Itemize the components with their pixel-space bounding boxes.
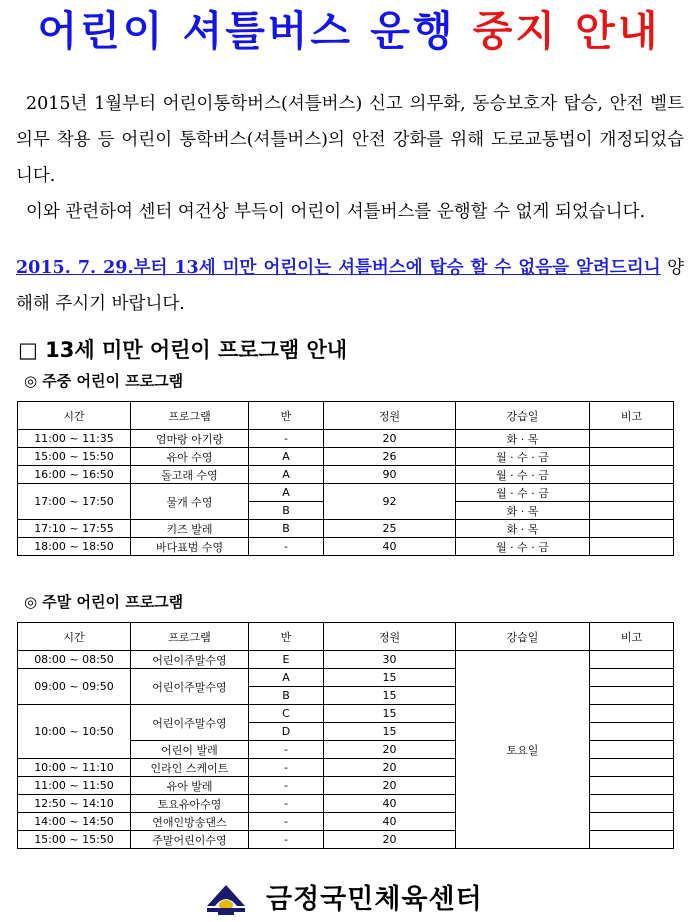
cell-time: 16:00 ~ 16:50 [18, 466, 131, 484]
cell-program: 엄마랑 아기랑 [131, 430, 249, 448]
header-class: 반 [249, 623, 324, 651]
cell-note [590, 651, 674, 669]
table-row [18, 484, 674, 502]
table-row [18, 466, 674, 484]
cell-capacity: 20 [324, 777, 456, 795]
cell-class: B [249, 687, 324, 705]
cell-capacity: 90 [324, 466, 456, 484]
cell-class: - [249, 831, 324, 849]
table-row [18, 651, 674, 669]
center-name: 금정국민체육센터 [266, 884, 483, 915]
cell-program: 어린이주말수영 [131, 705, 249, 741]
header-days: 강습일 [456, 623, 590, 651]
cell-time: 11:00 ~ 11:50 [18, 777, 131, 795]
header-time: 시간 [18, 623, 131, 651]
cell-class: E [249, 651, 324, 669]
cell-time: 09:00 ~ 09:50 [18, 669, 131, 705]
cell-program: 바다표범 수영 [131, 538, 249, 556]
cell-time: 08:00 ~ 08:50 [18, 651, 131, 669]
cell-days: 월 · 수 · 금 [456, 484, 590, 502]
header-note: 비고 [590, 623, 674, 651]
notice-paragraph-1: 2015년 1월부터 어린이통학버스(셔틀버스) 신고 의무화, 동승보호자 탑승, 안전 벨트 의무 착용 등 어린이 통학버스(셔틀버스)의 안전 강화를 위해 도로교통법이 개정되었습니다. [16, 94, 684, 186]
cell-time: 18:00 ~ 18:50 [18, 538, 131, 556]
cell-capacity: 20 [324, 741, 456, 759]
cell-days: 화 · 목 [456, 430, 590, 448]
cell-time: 15:00 ~ 15:50 [18, 831, 131, 849]
notice-paragraph-3 [16, 250, 684, 322]
cell-program: 키즈 발레 [131, 520, 249, 538]
cell-note [590, 466, 674, 484]
header-program: 프로그램 [131, 623, 249, 651]
cell-capacity: 40 [324, 538, 456, 556]
cell-program: 어린이 발레 [131, 741, 249, 759]
cell-time: 12:50 ~ 14:10 [18, 795, 131, 813]
cell-note [590, 705, 674, 723]
table-row [18, 430, 674, 448]
cell-class: B [249, 502, 324, 520]
cell-note [590, 448, 674, 466]
cell-note [590, 538, 674, 556]
cell-note [590, 430, 674, 448]
header-time: 시간 [18, 402, 131, 430]
cell-class: - [249, 538, 324, 556]
cell-class: - [249, 795, 324, 813]
cell-program: 인라인 스케이트 [131, 759, 249, 777]
cell-class: - [249, 741, 324, 759]
table-row [18, 448, 674, 466]
cell-days: 화 · 목 [456, 502, 590, 520]
cell-class: - [249, 813, 324, 831]
cell-days: 토요일 [456, 651, 590, 849]
cell-time: 10:00 ~ 10:50 [18, 705, 131, 759]
cell-note [590, 484, 674, 502]
cell-capacity: 15 [324, 669, 456, 687]
cell-note [590, 813, 674, 831]
center-logo-icon [206, 884, 246, 916]
cell-capacity: 15 [324, 687, 456, 705]
cell-days: 월 · 수 · 금 [456, 466, 590, 484]
cell-note [590, 723, 674, 741]
weekend-table [17, 622, 674, 849]
cell-days: 월 · 수 · 금 [456, 448, 590, 466]
cell-capacity: 26 [324, 448, 456, 466]
header-note: 비고 [590, 402, 674, 430]
cell-note [590, 759, 674, 777]
table-row [18, 520, 674, 538]
title-main: 어린이 셔틀버스 운행 [37, 7, 456, 55]
cell-program: 연애인방송댄스 [131, 813, 249, 831]
cell-time: 17:00 ~ 17:50 [18, 484, 131, 520]
cell-note [590, 831, 674, 849]
notice-paragraph-2: 이와 관련하여 센터 여건상 부득이 어린이 셔틀버스를 운행할 수 없게 되었습니다. [26, 202, 646, 222]
cell-note [590, 502, 674, 520]
notice-closing: 양해해 주시기 바랍니다. [16, 258, 685, 314]
cell-class: - [249, 777, 324, 795]
cell-program: 돌고래 수영 [131, 466, 249, 484]
weekend-heading: ◎ 주말 어린이 프로그램 [24, 593, 184, 611]
table-header-row [18, 402, 674, 430]
table-header-row [18, 623, 674, 651]
cell-program: 토요유아수영 [131, 795, 249, 813]
weekday-table [17, 401, 674, 556]
cell-program: 주말어린이수영 [131, 831, 249, 849]
cell-time: 15:00 ~ 15:50 [18, 448, 131, 466]
section-title: □ 13세 미만 어린이 프로그램 안내 [18, 338, 348, 362]
cell-days: 월 · 수 · 금 [456, 538, 590, 556]
cell-class: - [249, 759, 324, 777]
cell-capacity: 15 [324, 723, 456, 741]
header-capacity: 정원 [324, 402, 456, 430]
cell-capacity: 30 [324, 651, 456, 669]
cell-note [590, 795, 674, 813]
cell-class: B [249, 520, 324, 538]
cell-time: 10:00 ~ 11:10 [18, 759, 131, 777]
cell-time: 17:10 ~ 17:55 [18, 520, 131, 538]
cell-time: 11:00 ~ 11:35 [18, 430, 131, 448]
cell-class: A [249, 484, 324, 502]
cell-capacity: 15 [324, 705, 456, 723]
cell-note [590, 741, 674, 759]
cell-note [590, 669, 674, 687]
notice-emphasis: 2015. 7. 29.부터 13세 미만 어린이는 셔틀버스에 탑승 할 수 없음을 알려드리니 [16, 258, 661, 278]
weekday-heading: ◎ 주중 어린이 프로그램 [24, 372, 184, 390]
cell-program: 어린이주말수영 [131, 669, 249, 705]
header-class: 반 [249, 402, 324, 430]
header-capacity: 정원 [324, 623, 456, 651]
cell-capacity: 40 [324, 795, 456, 813]
cell-program: 유아 발레 [131, 777, 249, 795]
cell-class: A [249, 448, 324, 466]
cell-capacity: 20 [324, 430, 456, 448]
cell-capacity: 20 [324, 759, 456, 777]
cell-note [590, 687, 674, 705]
cell-capacity: 20 [324, 831, 456, 849]
cell-capacity: 25 [324, 520, 456, 538]
cell-class: A [249, 669, 324, 687]
cell-class: A [249, 466, 324, 484]
header-program: 프로그램 [131, 402, 249, 430]
cell-note [590, 520, 674, 538]
table-row [18, 538, 674, 556]
cell-time: 14:00 ~ 14:50 [18, 813, 131, 831]
title-emphasis: 중지 안내 [472, 7, 661, 55]
header-days: 강습일 [456, 402, 590, 430]
page-title [0, 6, 698, 56]
cell-program: 물개 수영 [131, 484, 249, 520]
cell-capacity: 92 [324, 484, 456, 520]
cell-class: C [249, 705, 324, 723]
cell-note [590, 777, 674, 795]
cell-program: 어린이주말수영 [131, 651, 249, 669]
cell-program: 유아 수영 [131, 448, 249, 466]
cell-class: - [249, 430, 324, 448]
cell-days: 화 · 목 [456, 520, 590, 538]
cell-capacity: 40 [324, 813, 456, 831]
cell-class: D [249, 723, 324, 741]
